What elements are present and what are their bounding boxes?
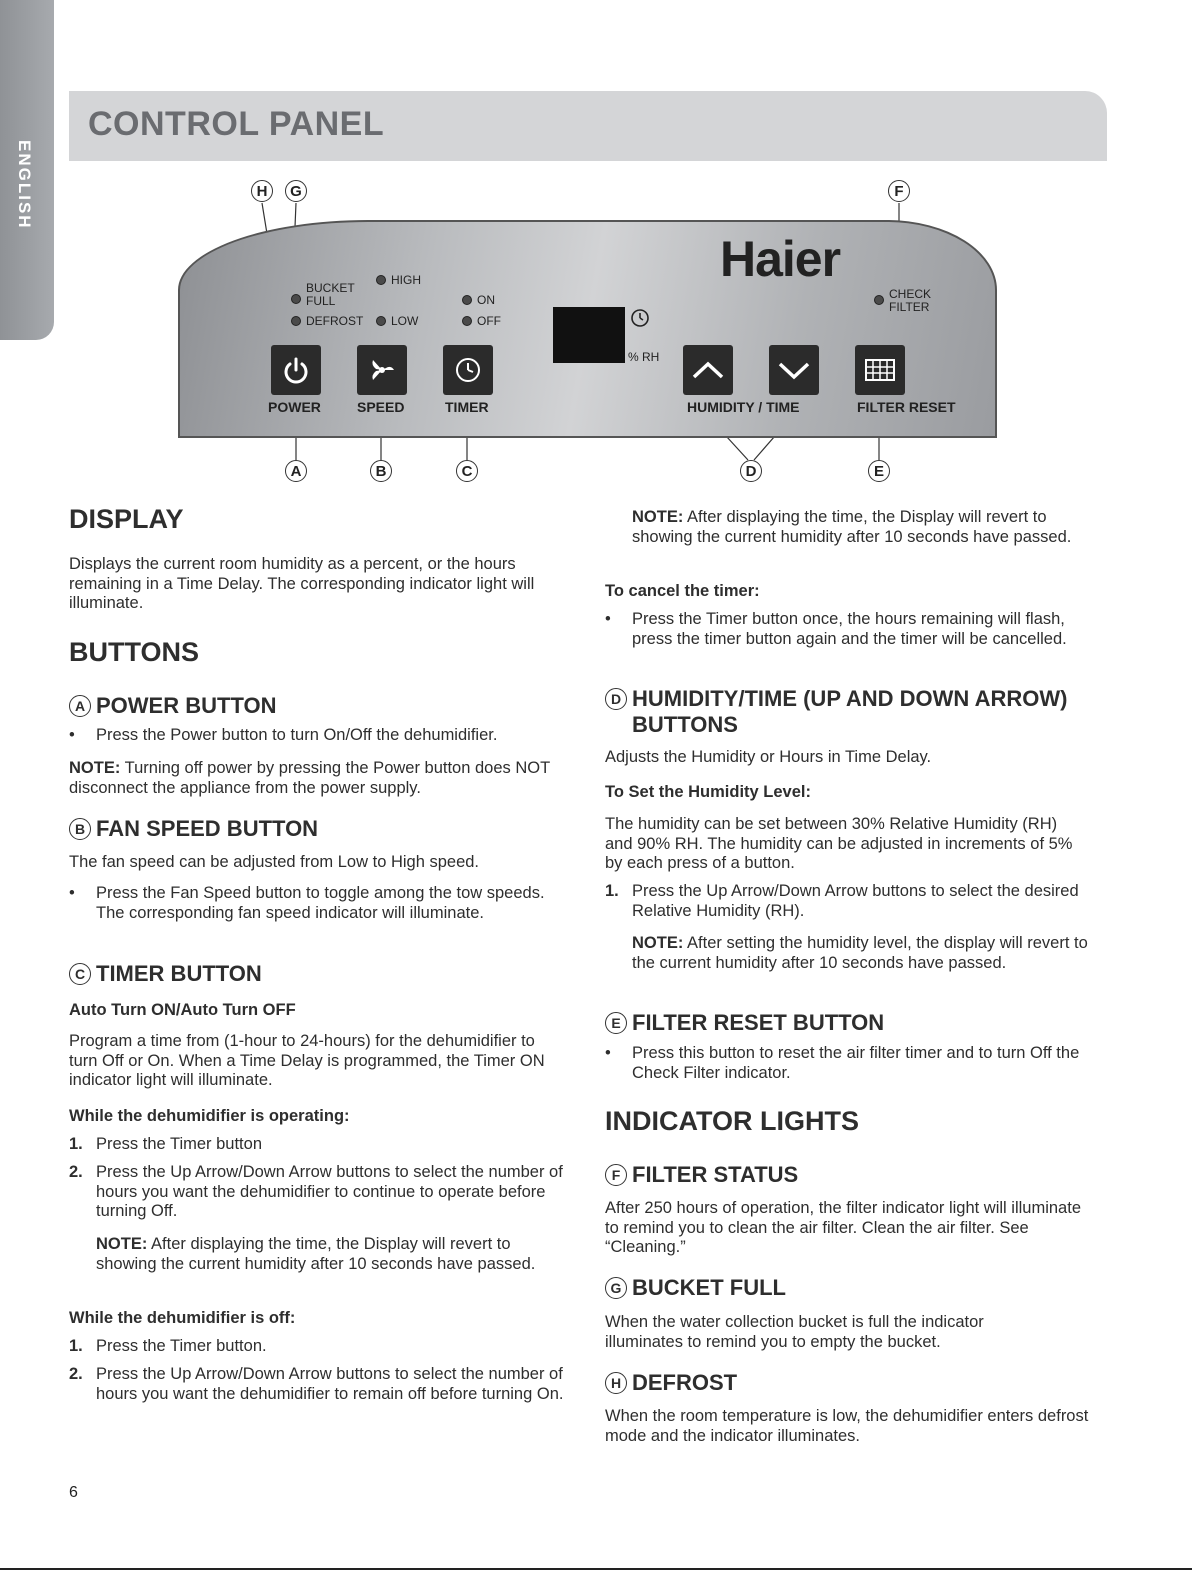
high-label: HIGH	[391, 273, 421, 287]
filter-grid-icon	[865, 359, 895, 381]
filter-reset-heading	[605, 1010, 884, 1036]
operating-note	[96, 1235, 556, 1274]
bullet-marker: •	[605, 610, 611, 628]
marker-a: A	[69, 695, 91, 717]
marker-g: G	[605, 1277, 627, 1299]
off-step-2-text: Press the Up Arrow/Down Arrow buttons to select the number of hours you want the dehumidifier to remain off before turning On.	[96, 1365, 564, 1403]
operating-step-2-text: Press the Up Arrow/Down Arrow buttons to select the number of hours you want the dehumidifier to continue to operate before turning Off.	[96, 1163, 563, 1220]
power-note	[69, 759, 574, 798]
set-humidity-subheading: To Set the Humidity Level:	[605, 783, 811, 801]
up-arrow-icon	[690, 358, 726, 382]
filter-status-heading	[605, 1162, 798, 1188]
humidity-time-title: HUMIDITY/TIME (UP AND DOWN ARROW) BUTTONS	[632, 686, 1068, 737]
defrost-label: DEFROST	[306, 314, 364, 328]
marker-b: B	[69, 818, 91, 840]
bucket-full-title: BUCKET FULL	[632, 1275, 786, 1300]
power-button-label: POWER	[268, 399, 321, 415]
timer-note-continued-text: After displaying the time, the Display will revert to showing the current humidity after 10 seconds have passed.	[632, 508, 1072, 546]
brand-logo: Haier	[720, 231, 841, 287]
marker-d: D	[605, 688, 627, 710]
humidity-down-button[interactable]	[769, 345, 819, 395]
low-led	[376, 316, 386, 326]
set-humidity-note-text: After setting the humidity level, the display will revert to the current humidity after 10 seconds have passed.	[632, 934, 1088, 972]
timer-note-continued	[632, 508, 1092, 547]
operating-subheading: While the dehumidifier is operating:	[69, 1107, 350, 1125]
cancel-timer-subheading: To cancel the timer:	[605, 582, 760, 600]
off-step-1	[69, 1337, 576, 1357]
high-led	[376, 275, 386, 285]
check-filter-label: CHECK FILTER	[889, 287, 932, 314]
note-label: NOTE:	[69, 759, 121, 777]
set-humidity-step-1-text: Press the Up Arrow/Down Arrow buttons to select the desired Relative Humidity (RH).	[632, 882, 1079, 920]
callout-d: D	[740, 460, 762, 482]
timer-button-heading	[69, 961, 262, 987]
humidity-up-button[interactable]	[683, 345, 733, 395]
rh-unit-label: % RH	[628, 350, 660, 364]
power-note-text: Turning off power by pressing the Power button does NOT disconnect the appliance from the power supply.	[69, 759, 550, 797]
timer-button-title: TIMER BUTTON	[96, 961, 262, 986]
timer-description: Program a time from (1-hour to 24-hours) for the dehumidifier to turn Off or On. When a Time Delay is programmed, the Timer ON indicator light will illuminate.	[69, 1032, 545, 1089]
cancel-timer-bullet-text: Press the Timer button once, the hours remaining will flash, press the timer button again and the timer will be cancelled.	[632, 610, 1067, 648]
callout-f: F	[888, 180, 910, 202]
bottom-rule	[0, 1568, 1192, 1570]
bucket-full-description: When the water collection bucket is full the indicator illuminates to remind you to empty the bucket.	[605, 1313, 984, 1351]
filter-status-description: After 250 hours of operation, the filter indicator light will illuminate to remind you to clean the air filter. Clean the air filter. See “Cleaning.”	[605, 1199, 1081, 1256]
marker-f: F	[605, 1164, 627, 1186]
timer-on-led	[462, 295, 472, 305]
defrost-title: DEFROST	[632, 1370, 738, 1395]
page-number: 6	[69, 1484, 78, 1501]
step-number: 1.	[69, 1135, 83, 1153]
off-subheading: While the dehumidifier is off:	[69, 1309, 296, 1327]
fan-speed-heading	[69, 816, 318, 842]
timer-button-label: TIMER	[445, 399, 489, 415]
humidity-time-label: HUMIDITY / TIME	[687, 399, 800, 415]
bucket-full-label: BUCKET FULL	[306, 281, 355, 308]
bullet-marker: •	[69, 726, 75, 744]
step-number: 2.	[69, 1163, 83, 1181]
marker-c: C	[69, 963, 91, 985]
bullet-marker: •	[605, 1044, 611, 1062]
callout-c: C	[456, 460, 478, 482]
set-humidity-note	[632, 934, 1092, 973]
filter-reset-label: FILTER RESET	[857, 399, 956, 415]
defrost-description: When the room temperature is low, the dehumidifier enters defrost mode and the indicator illuminates.	[605, 1407, 1089, 1445]
callout-b: B	[370, 460, 392, 482]
indicator-lights-heading: INDICATOR LIGHTS	[605, 1106, 859, 1136]
cancel-timer-bullet	[605, 610, 1092, 649]
callout-e: E	[868, 460, 890, 482]
filter-reset-title: FILTER RESET BUTTON	[632, 1010, 885, 1035]
auto-turn-subheading: Auto Turn ON/Auto Turn OFF	[69, 1001, 296, 1019]
bucket-full-heading	[605, 1275, 786, 1301]
display-description: Displays the current room humidity as a percent, or the hours remaining in a Time Delay. The corresponding indicator light will illuminate.	[69, 555, 535, 612]
speed-button[interactable]	[357, 345, 407, 395]
note-label: NOTE:	[632, 508, 684, 526]
timer-button[interactable]	[443, 345, 493, 395]
note-label: NOTE:	[632, 934, 684, 952]
check-filter-led	[874, 295, 884, 305]
filter-status-title: FILTER STATUS	[632, 1162, 799, 1187]
filter-reset-button[interactable]	[855, 345, 905, 395]
off-step-2	[69, 1365, 571, 1404]
bucket-full-led	[291, 294, 301, 304]
set-humidity-description: The humidity can be set between 30% Relative Humidity (RH) and 90% RH. The humidity can be adjusted in increments of 5% by each press of a button.	[605, 815, 1073, 872]
display-heading: DISPLAY	[69, 504, 184, 534]
fan-speed-description: The fan speed can be adjusted from Low to High speed.	[69, 853, 480, 871]
step-number: 1.	[605, 882, 619, 900]
timer-off-led	[462, 316, 472, 326]
set-humidity-step-1	[605, 882, 1092, 921]
operating-step-1-text: Press the Timer button	[96, 1135, 262, 1153]
callout-a: A	[285, 460, 307, 482]
buttons-heading: BUTTONS	[69, 637, 200, 667]
off-step-1-text: Press the Timer button.	[96, 1337, 267, 1355]
fan-speed-title: FAN SPEED BUTTON	[96, 816, 319, 841]
power-button-title: POWER BUTTON	[96, 693, 277, 718]
note-label: NOTE:	[96, 1235, 148, 1253]
filter-reset-bullet	[605, 1044, 1092, 1083]
filter-reset-bullet-text: Press this button to reset the air filter timer and to turn Off the Check Filter indicator.	[632, 1044, 1080, 1082]
power-button[interactable]	[271, 345, 321, 395]
clock-icon	[453, 355, 483, 385]
humidity-time-heading	[605, 686, 1125, 738]
power-button-heading	[69, 693, 276, 719]
marker-h: H	[605, 1372, 627, 1394]
power-button-bullet	[69, 726, 576, 746]
clock-indicator-icon	[630, 308, 650, 328]
fan-speed-bullet-text: Press the Fan Speed button to toggle among the tow speeds. The corresponding fan speed indicator will illuminate.	[96, 884, 545, 922]
timer-off-label: OFF	[477, 314, 501, 328]
power-button-bullet-text: Press the Power button to turn On/Off the dehumidifier.	[96, 726, 498, 744]
low-label: LOW	[391, 314, 419, 328]
step-number: 2.	[69, 1365, 83, 1383]
timer-on-label: ON	[477, 293, 495, 307]
page-title: CONTROL PANEL	[88, 105, 385, 143]
defrost-heading	[605, 1370, 737, 1396]
defrost-led	[291, 316, 301, 326]
fan-speed-bullet	[69, 884, 556, 923]
operating-step-1	[69, 1135, 576, 1155]
fan-icon	[367, 355, 397, 385]
control-panel-illustration	[0, 170, 1192, 490]
callout-g: G	[285, 180, 307, 202]
language-tab-label: ENGLISH	[15, 140, 34, 230]
speed-button-label: SPEED	[357, 399, 405, 415]
down-arrow-icon	[776, 358, 812, 382]
section-title-bar	[69, 91, 1107, 161]
callout-h: H	[251, 180, 273, 202]
power-icon	[281, 355, 311, 385]
humidity-time-description: Adjusts the Humidity or Hours in Time Delay.	[605, 748, 932, 766]
operating-step-2	[69, 1163, 576, 1222]
step-number: 1.	[69, 1337, 83, 1355]
humidity-display	[553, 307, 625, 363]
marker-e: E	[605, 1012, 627, 1034]
bullet-marker: •	[69, 884, 75, 902]
operating-note-text: After displaying the time, the Display will revert to showing the current humidity after 10 seconds have passed.	[96, 1235, 536, 1273]
